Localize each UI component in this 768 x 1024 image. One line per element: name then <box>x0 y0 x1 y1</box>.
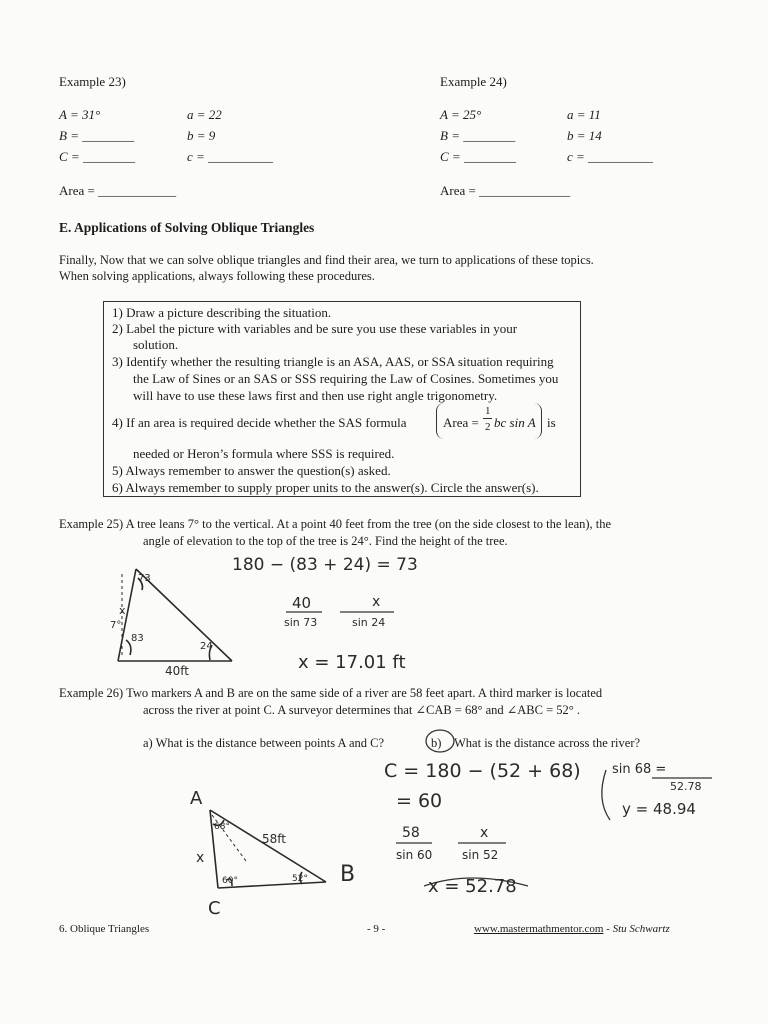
example-26-question-b: What is the distance across the river? <box>454 736 641 750</box>
ex26-angle-result: = 60 <box>396 790 443 812</box>
fig25-angle-24: 24 <box>200 641 213 652</box>
fig25-side-x: x <box>119 604 126 617</box>
ex23-angle-a: A = 31° <box>59 107 101 122</box>
ex25-angle-calc: 180 − (83 + 24) = 73 <box>232 555 418 575</box>
ex23-side-a: a = 22 <box>187 107 222 122</box>
ex25-answer: x = 17.01 ft <box>298 652 406 673</box>
sas-formula-is: is <box>547 415 556 430</box>
ex26-fraction-den-1: sin 60 <box>396 848 433 862</box>
example-26-question-a: a) What is the distance between points A and C? <box>143 736 385 750</box>
sin-paren-mark <box>602 770 610 820</box>
ex25-fraction-den-2: sin 24 <box>352 616 386 629</box>
example-25-line2: angle of elevation to the top of the tree is 24°. Find the height of the tree. <box>143 534 508 548</box>
sas-formula-denominator: 2 <box>485 421 491 433</box>
ex25-fraction-num-1: 40 <box>292 594 312 612</box>
fig26-angle-52: 52° <box>292 874 308 884</box>
ex25-fraction-den-1: sin 73 <box>284 616 318 629</box>
ex26-sin-eq: sin 68 = <box>612 762 667 777</box>
segment-ab <box>210 810 326 882</box>
procedure-step-6: 6) Always remember to supply proper units to the answer(s). Circle the answer(s). <box>112 480 539 495</box>
fig26-point-c: C <box>208 898 221 919</box>
example-26-line2: across the river at point C. A surveyor determines that ∠CAB = 68° and ∠ABC = 52° . <box>143 703 580 717</box>
ex24-angle-c: C = ________ <box>440 149 516 164</box>
example-26-line1: Example 26) Two markers A and B are on the same side of a river are 58 feet apart. A third marker is located <box>59 686 603 700</box>
fig26-point-a: A <box>190 788 203 809</box>
ex23-side-b: b = 9 <box>187 128 216 143</box>
ex26-fraction-num-2: x <box>480 825 489 841</box>
ex24-side-c: c = __________ <box>567 149 654 164</box>
example-24-label: Example 24) <box>440 74 507 89</box>
fig26-angle-60: 60° <box>222 876 238 886</box>
sas-formula-lhs: Area = <box>443 415 479 430</box>
ex23-side-c: c = __________ <box>187 149 274 164</box>
procedure-step-4-line1: 4) If an area is required decide whether the SAS formula <box>112 415 407 430</box>
fig26-side-58ft: 58ft <box>262 832 286 846</box>
ex24-angle-b: B = ________ <box>440 128 516 143</box>
fig26-angle-68: 68° <box>214 822 230 832</box>
section-title: E. Applications of Solving Oblique Triangles <box>59 220 315 235</box>
ex26-y-answer: y = 48.94 <box>622 800 696 818</box>
fig25-angle-73: 73 <box>138 573 151 584</box>
ex24-angle-a: A = 25° <box>440 107 482 122</box>
footer-page-number: - 9 - <box>367 923 386 935</box>
ex24-area: Area = ______________ <box>440 183 571 198</box>
ex26-answer: x = 52.78 <box>428 876 517 897</box>
example-25-line1: Example 25) A tree leans 7° to the vertical. At a point 40 feet from the tree (on the side closest to the lean), the <box>59 517 612 531</box>
ex23-area: Area = ____________ <box>59 183 177 198</box>
fig25-base-40ft: 40ft <box>165 664 189 678</box>
procedure-step-2-line1: 2) Label the picture with variables and be sure you use these variables in your <box>112 321 518 336</box>
ex26-fraction-num-1: 58 <box>402 825 420 841</box>
section-intro-line1: Finally, Now that we can solve oblique triangles and find their area, we turn to applications of these topics. <box>59 253 594 267</box>
procedure-step-1: 1) Draw a picture describing the situation. <box>112 305 332 320</box>
ex24-side-b: b = 14 <box>567 128 602 143</box>
footer-separator: - <box>603 923 613 935</box>
ex23-angle-c: C = ________ <box>59 149 135 164</box>
footer-website-link[interactable]: www.mastermathmentor.com <box>474 923 604 935</box>
footer-chapter: 6. Oblique Triangles <box>59 923 150 935</box>
ex26-sin-den: 52.78 <box>670 780 702 793</box>
fig25-angle-7: 7° <box>110 620 122 631</box>
fig26-point-b: B <box>340 862 356 887</box>
tree-triangle <box>118 569 232 661</box>
procedure-step-2-line2: solution. <box>133 337 179 352</box>
ex26-fraction-den-2: sin 52 <box>462 848 499 862</box>
procedure-step-3-line1: 3) Identify whether the resulting triangle is an ASA, AAS, or SSA situation requiring <box>112 354 554 369</box>
example-26-question-b-label: b) <box>431 736 442 750</box>
ex25-fraction-num-2: x <box>372 594 381 610</box>
section-intro-line2: When solving applications, always following these procedures. <box>59 269 375 283</box>
fig25-angle-83: 83 <box>131 633 144 644</box>
ex24-side-a: a = 11 <box>567 107 601 122</box>
sas-formula-numerator: 1 <box>485 405 491 417</box>
ex23-angle-b: B = ________ <box>59 128 135 143</box>
footer-author: Stu Schwartz <box>612 923 670 935</box>
example-23-label: Example 23) <box>59 74 126 89</box>
fig26-side-x: x <box>196 850 205 866</box>
procedure-step-3-line3: will have to use these laws first and then use right angle trigonometry. <box>133 388 498 403</box>
ex26-angle-calc: C = 180 − (52 + 68) <box>384 760 581 782</box>
footer-credit <box>474 921 670 937</box>
procedure-step-5: 5) Always remember to answer the question(s) asked. <box>112 463 391 478</box>
sas-formula-rhs: bc sin A <box>494 415 536 430</box>
procedure-step-3-line2: the Law of Sines or an SAS or SSS requiring the Law of Cosines. Sometimes you <box>133 371 559 386</box>
procedure-step-4-line2: needed or Heron’s formula where SSS is required. <box>133 446 395 461</box>
